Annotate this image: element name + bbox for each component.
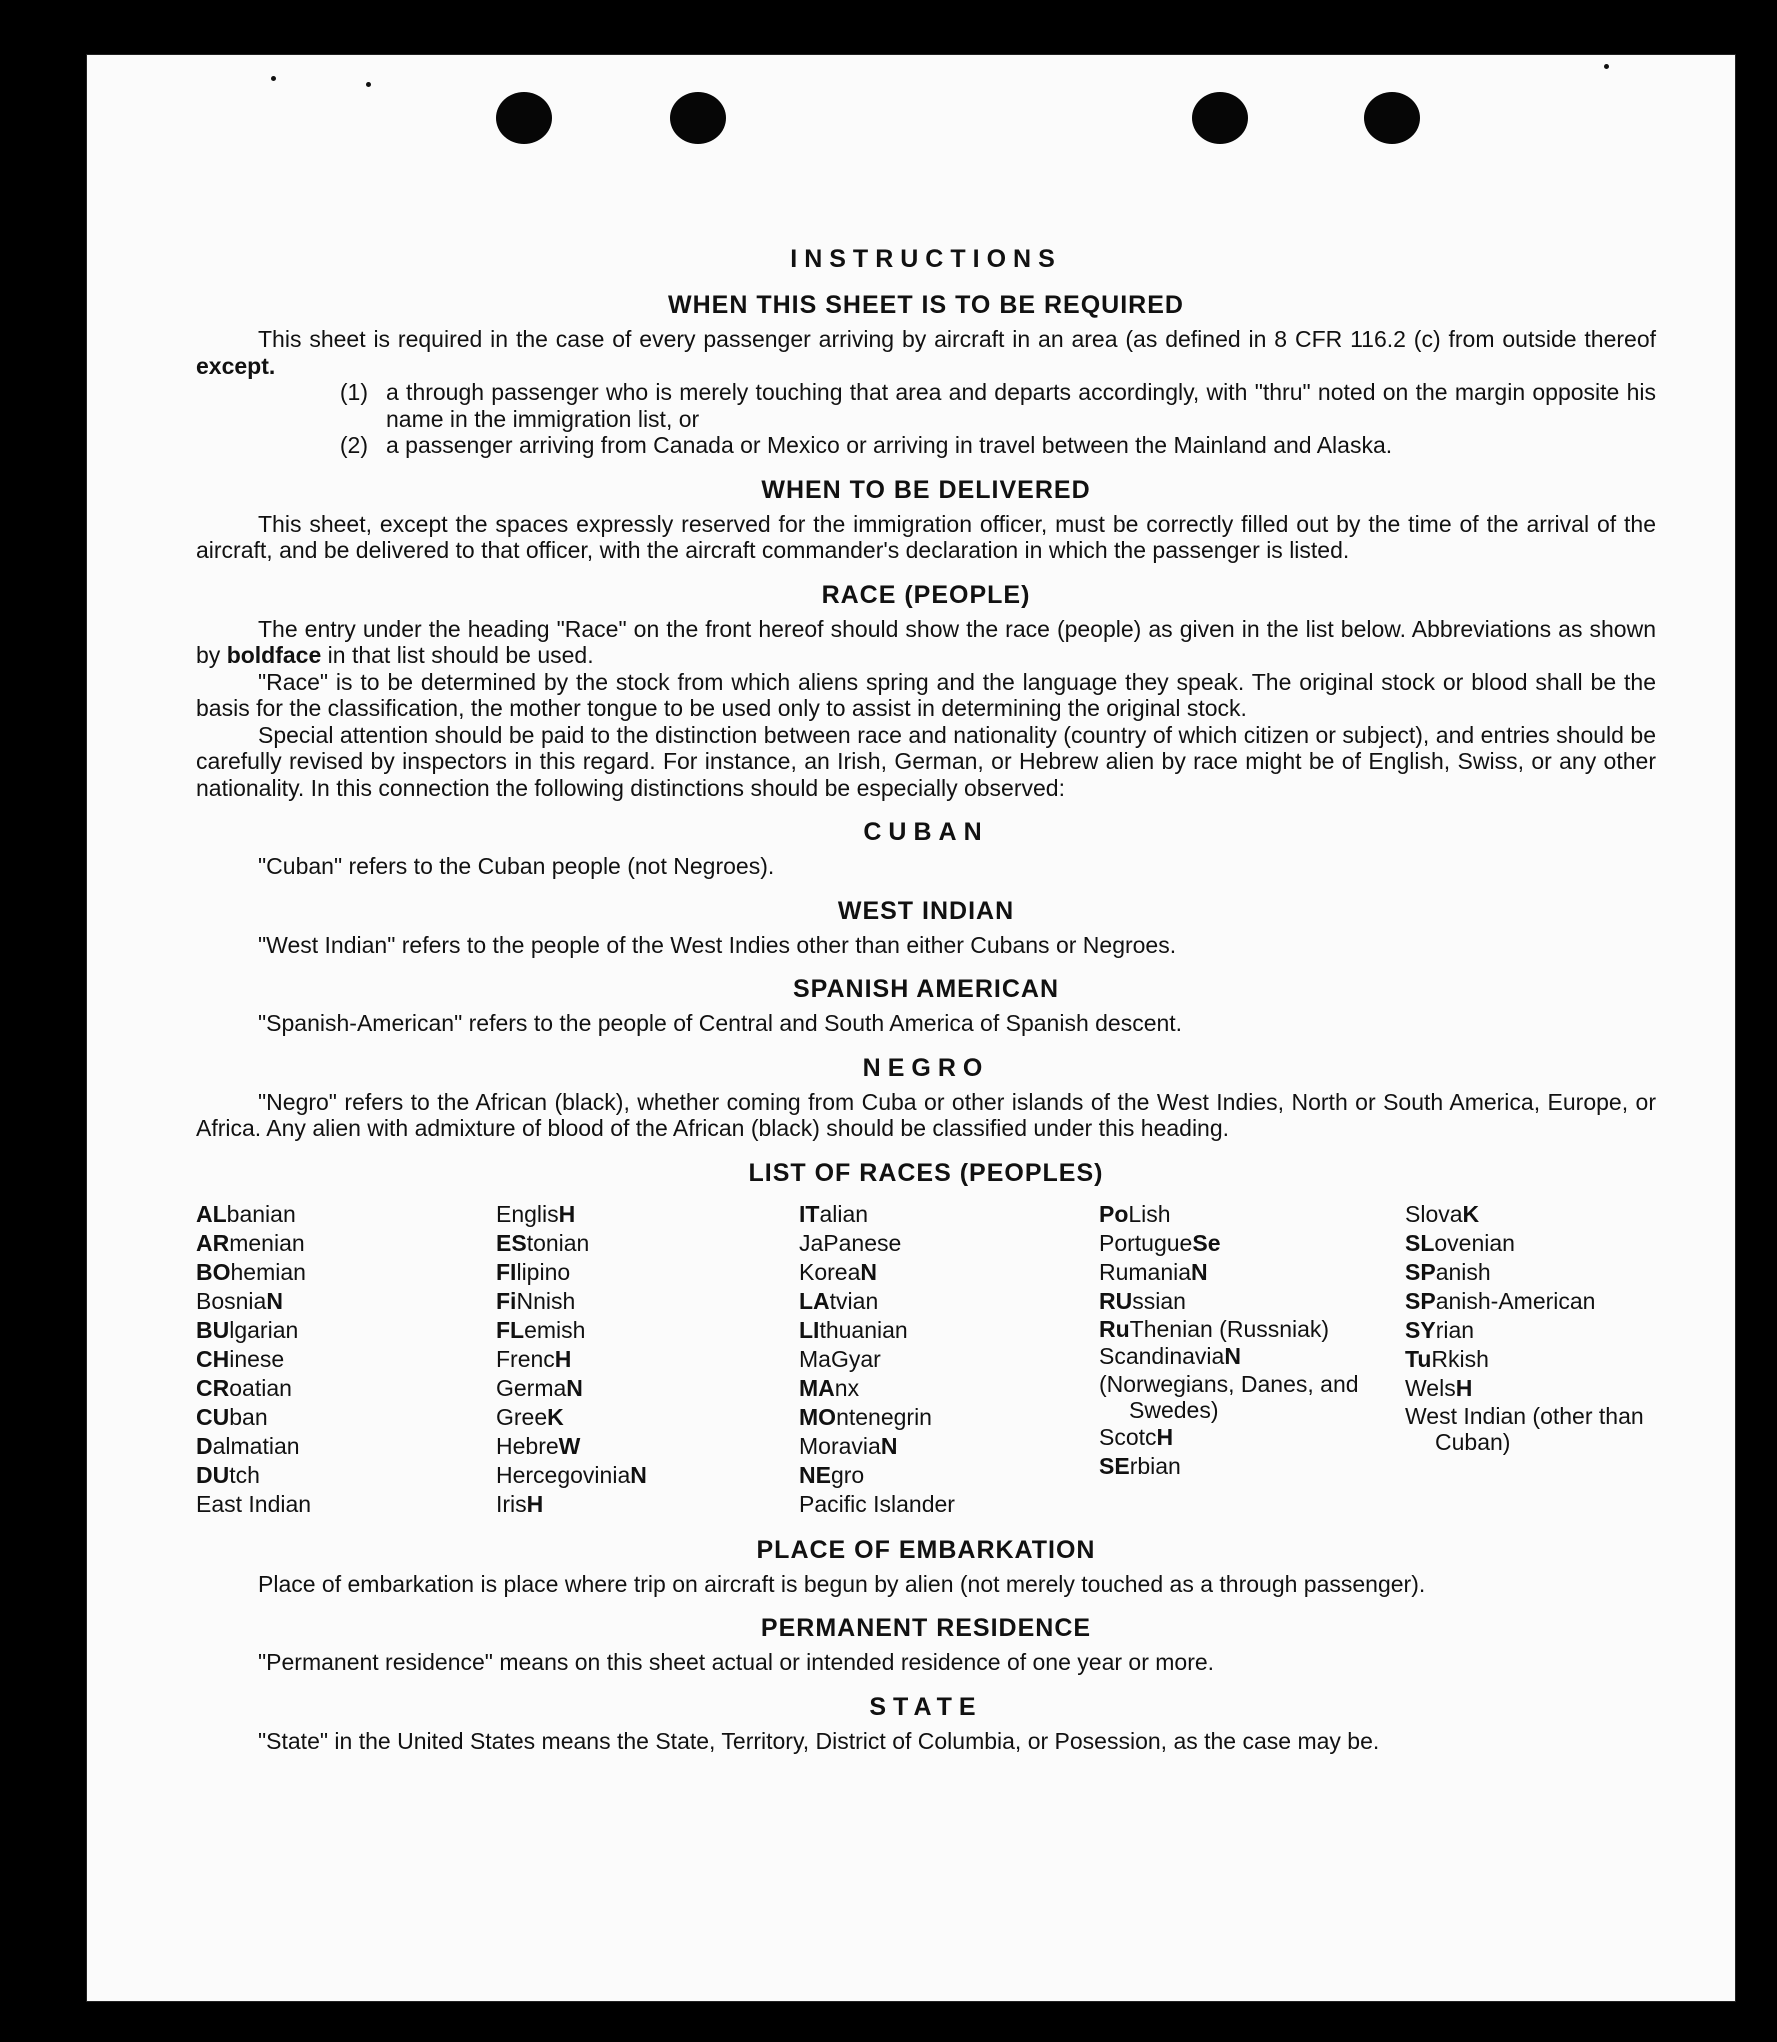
race-entry: [1099, 1200, 1405, 1229]
races-column: [496, 1200, 799, 1519]
race-entry: [496, 1374, 799, 1403]
race-entry: [1099, 1452, 1405, 1481]
race-name: menian: [229, 1229, 305, 1256]
race-name: Iris: [496, 1490, 527, 1517]
race-abbrev: DU: [196, 1461, 230, 1488]
race-abbrev: MA: [799, 1374, 835, 1401]
list-item: [196, 379, 1656, 432]
race-name: Englis: [496, 1200, 559, 1227]
race-entry: [799, 1200, 1099, 1229]
race-abbrev-tail: H: [1156, 1423, 1174, 1450]
race-name: almatian: [212, 1432, 300, 1459]
race-entry: [1405, 1258, 1665, 1287]
race-entry: [1405, 1345, 1665, 1374]
page-title: INSTRUCTIONS: [790, 245, 1062, 273]
section-heading-required: WHEN THIS SHEET IS TO BE REQUIRED: [668, 291, 1184, 319]
race-name: lgarian: [229, 1316, 299, 1343]
race-name: hemian: [230, 1258, 306, 1285]
race-p1-bold: boldface: [226, 642, 322, 668]
race-entry: [799, 1316, 1099, 1345]
races-column: [196, 1200, 496, 1519]
race-name: tvian: [829, 1287, 879, 1314]
race-entry: [196, 1258, 496, 1287]
race-paragraph-1: [196, 616, 1656, 669]
race-abbrev-tail: N: [1224, 1342, 1241, 1369]
race-entry: [196, 1345, 496, 1374]
race-name: nx: [834, 1374, 860, 1401]
race-abbrev: Fi: [496, 1287, 517, 1314]
race-name: tonian: [526, 1229, 590, 1256]
race-abbrev-tail: N: [566, 1374, 583, 1401]
punch-hole: [1364, 92, 1420, 144]
residence-text: "Permanent residence" means on this sheet actual or intended residence of one year or more.: [258, 1649, 1215, 1675]
race-entry: [196, 1200, 496, 1229]
race-name: Scandinavia: [1099, 1342, 1225, 1369]
race-name: gro: [830, 1461, 865, 1488]
race-entry: [196, 1490, 496, 1519]
race-entry: [1099, 1258, 1405, 1287]
list-item: [196, 432, 1656, 459]
required-intro-text: This sheet is required in the case of every passenger arriving by aircraft in an area (as defined in 8 CFR 116.2 (c) from outside thereof: [258, 326, 1656, 352]
race-abbrev: Tu: [1405, 1345, 1432, 1372]
race-name: Korea: [799, 1258, 861, 1285]
race-entry: [196, 1287, 496, 1316]
race-abbrev: CR: [196, 1374, 230, 1401]
race-abbrev-tail: Se: [1192, 1229, 1221, 1256]
race-name: ovenian: [1434, 1229, 1515, 1256]
race-name: Hercegovinia: [496, 1461, 631, 1488]
race-name: Bosnia: [196, 1287, 267, 1314]
race-abbrev: RU: [1099, 1287, 1133, 1314]
race-name: ssian: [1132, 1287, 1186, 1314]
race-name: Lish: [1128, 1200, 1171, 1227]
race-name: JaPanese: [799, 1229, 902, 1256]
race-abbrev: SY: [1405, 1316, 1436, 1343]
race-entry: [496, 1345, 799, 1374]
race-abbrev: IT: [799, 1200, 820, 1227]
race-abbrev-tail: N: [266, 1287, 283, 1314]
race-name: Rkish: [1431, 1345, 1489, 1372]
races-column: [1099, 1200, 1405, 1519]
race-abbrev-tail: K: [1462, 1200, 1480, 1227]
race-abbrev: Ru: [1099, 1315, 1130, 1342]
race-entry: [196, 1374, 496, 1403]
required-intro: [196, 326, 1656, 379]
race-abbrev: SE: [1099, 1452, 1130, 1479]
race-name: (Norwegians, Danes, and Swedes): [1099, 1370, 1359, 1423]
speck: [1604, 64, 1609, 69]
race-abbrev: FI: [496, 1258, 517, 1285]
race-name: rian: [1435, 1316, 1475, 1343]
race-entry: [799, 1461, 1099, 1490]
race-abbrev: D: [196, 1432, 213, 1459]
race-abbrev: SP: [1405, 1258, 1436, 1285]
race-name: anish-American: [1435, 1287, 1596, 1314]
section-heading-cuban: CUBAN: [863, 818, 989, 846]
race-entry: [496, 1200, 799, 1229]
race-entry: [196, 1316, 496, 1345]
race-entry: [496, 1490, 799, 1519]
race-name: Slova: [1405, 1200, 1463, 1227]
race-name: Scotc: [1099, 1423, 1157, 1450]
race-name: inese: [229, 1345, 285, 1372]
race-abbrev-tail: N: [860, 1258, 877, 1285]
race-name: alian: [819, 1200, 869, 1227]
race-abbrev-tail: N: [630, 1461, 647, 1488]
race-entry: [799, 1258, 1099, 1287]
race-entry: [1405, 1403, 1665, 1455]
race-abbrev: LA: [799, 1287, 830, 1314]
race-name: anish: [1435, 1258, 1491, 1285]
race-entry: [496, 1229, 799, 1258]
race-abbrev: ES: [496, 1229, 527, 1256]
section-heading-state: STATE: [869, 1692, 983, 1721]
race-abbrev-tail: K: [547, 1403, 564, 1430]
race-abbrev-tail: N: [1191, 1258, 1208, 1285]
race-entry: [1099, 1229, 1405, 1258]
item-number: (1): [339, 379, 368, 405]
race-entry: [799, 1287, 1099, 1316]
embarkation-text: Place of embarkation is place where trip on aircraft is begun by alien (not merely touched as a through passenger).: [258, 1570, 1426, 1597]
race-entry: [1405, 1316, 1665, 1345]
section-heading-race: RACE (PEOPLE): [821, 580, 1031, 609]
item-number: (2): [339, 432, 368, 458]
speck: [366, 82, 371, 87]
race-name: Rumania: [1099, 1258, 1192, 1285]
race-entry: [196, 1432, 496, 1461]
race-entry: [496, 1461, 799, 1490]
section-heading-spanish-american: SPANISH AMERICAN: [792, 975, 1059, 1003]
race-p1-a: The entry under the heading "Race" on the front hereof should show the race (people) as given in the list below. Abbreviations as shown by: [196, 615, 1656, 668]
race-entry: [1099, 1342, 1405, 1371]
race-abbrev-tail: H: [526, 1490, 544, 1517]
race-entry: [799, 1345, 1099, 1374]
race-name: ntenegrin: [836, 1403, 932, 1430]
punch-hole: [1192, 92, 1248, 144]
race-entry: [799, 1374, 1099, 1403]
race-entry: [496, 1403, 799, 1432]
race-name: Pacific Islander: [799, 1490, 955, 1517]
spanish-american-text: "Spanish-American" refers to the people of Central and South America of Spanish descent.: [258, 1010, 1183, 1036]
race-abbrev-tail: N: [880, 1432, 898, 1459]
document-sheet: [86, 54, 1736, 2002]
race-abbrev-tail: H: [1455, 1374, 1473, 1401]
race-abbrev-tail: H: [558, 1200, 576, 1227]
race-name: Thenian (Russniak): [1129, 1315, 1330, 1342]
race-paragraph-3: Special attention should be paid to the distinction between race and nationality (country of which citizen or subject), and entries should be carefully revised by inspectors in this regard. For instance, an Irish, German, or Hebrew alien by race might be of English, Swiss, or any other nationality. In this connection the following distinctions should be especially observed:: [196, 721, 1656, 801]
race-entry: [799, 1403, 1099, 1432]
race-entry: [1405, 1229, 1665, 1258]
race-abbrev: SL: [1405, 1229, 1435, 1256]
race-entry: [799, 1490, 1099, 1519]
race-name: emish: [524, 1316, 586, 1343]
race-name: Portugue: [1099, 1229, 1193, 1256]
race-abbrev: SP: [1405, 1287, 1436, 1314]
race-entry: [799, 1229, 1099, 1258]
race-abbrev: MO: [799, 1403, 837, 1430]
race-entry: [196, 1403, 496, 1432]
race-name: tch: [229, 1461, 260, 1488]
race-entry: [1099, 1371, 1405, 1423]
race-abbrev: LI: [799, 1316, 820, 1343]
race-abbrev: BU: [196, 1316, 230, 1343]
race-entry: [1099, 1287, 1405, 1316]
race-name: banian: [226, 1200, 296, 1227]
race-name: Germa: [496, 1374, 567, 1401]
race-entry: [196, 1229, 496, 1258]
race-name: thuanian: [819, 1316, 908, 1343]
race-abbrev-tail: H: [554, 1345, 572, 1372]
race-entry: [196, 1461, 496, 1490]
race-name: oatian: [229, 1374, 292, 1401]
race-name: Moravia: [799, 1432, 881, 1459]
negro-text: "Negro" refers to the African (black), whether coming from Cuba or other islands of the West Indies, North or South America, Europe, or Africa. Any alien with admixture of blood of the African (black) should be classified under this heading.: [196, 1088, 1656, 1141]
section-heading-embarkation: PLACE OF EMBARKATION: [756, 1535, 1096, 1564]
race-entry: [1099, 1316, 1405, 1342]
race-entry: [1405, 1374, 1665, 1403]
required-exceptions-list: [196, 379, 1656, 459]
race-name: West Indian (other than Cuban): [1405, 1402, 1644, 1455]
section-heading-negro: NEGRO: [862, 1053, 990, 1082]
race-name: lipino: [516, 1258, 571, 1285]
race-entry: [1099, 1423, 1405, 1452]
punch-hole: [496, 92, 552, 144]
race-abbrev: NE: [799, 1461, 831, 1488]
race-entry: [496, 1432, 799, 1461]
race-name: East Indian: [196, 1490, 312, 1517]
speck: [271, 76, 276, 81]
race-name: MaGyar: [799, 1345, 881, 1372]
races-list: [196, 1200, 1656, 1519]
race-name: ban: [229, 1403, 268, 1430]
race-abbrev: Po: [1099, 1200, 1129, 1227]
race-entry: [799, 1432, 1099, 1461]
race-name: Hebre: [496, 1432, 559, 1459]
punch-hole: [670, 92, 726, 144]
west-indian-text: "West Indian" refers to the people of the West Indies other than either Cubans or Negroes.: [258, 931, 1177, 958]
race-entry: [496, 1287, 799, 1316]
race-entry: [1405, 1287, 1665, 1316]
race-name: Nnish: [516, 1287, 576, 1314]
section-heading-list-of-races: LIST OF RACES (PEOPLES): [748, 1158, 1104, 1187]
section-heading-residence: PERMANENT RESIDENCE: [760, 1614, 1092, 1642]
race-name: Gree: [496, 1403, 548, 1430]
races-column: [1405, 1200, 1665, 1519]
race-abbrev: FL: [496, 1316, 525, 1343]
race-entry: [496, 1258, 799, 1287]
race-abbrev-tail: W: [558, 1432, 581, 1459]
race-entry: [1405, 1200, 1665, 1229]
race-entry: [496, 1316, 799, 1345]
race-p1-b: in that list should be used.: [327, 642, 594, 668]
race-abbrev: CH: [196, 1345, 230, 1372]
instructions-content: [196, 184, 1656, 1754]
section-heading-west-indian: WEST INDIAN: [837, 896, 1015, 925]
cuban-text: "Cuban" refers to the Cuban people (not Negroes).: [258, 853, 775, 879]
item-text: a passenger arriving from Canada or Mexico or arriving in travel between the Mainland and Alaska.: [386, 432, 1393, 458]
race-abbrev: CU: [196, 1403, 230, 1430]
race-paragraph-2: "Race" is to be determined by the stock from which aliens spring and the language they speak. The original stock or blood shall be the basis for the classification, the mother tongue to be used only to assist in determining the original stock.: [196, 668, 1656, 721]
delivered-text: This sheet, except the spaces expressly reserved for the immigration officer, must be correctly filled out by the time of the arrival of the aircraft, and be delivered to that officer, with the aircraft commander's declaration in which the passenger is listed.: [196, 510, 1656, 563]
item-text: a through passenger who is merely touching that area and departs accordingly, with "thru" noted on the margin opposite his name in the immigration list, or: [386, 379, 1656, 432]
race-abbrev: BO: [196, 1258, 231, 1285]
race-abbrev: AL: [196, 1200, 227, 1227]
race-name: rbian: [1129, 1452, 1181, 1479]
section-heading-delivered: WHEN TO BE DELIVERED: [761, 475, 1091, 504]
race-abbrev: AR: [196, 1229, 230, 1256]
race-name: Wels: [1405, 1374, 1456, 1401]
races-column: [799, 1200, 1099, 1519]
required-intro-bold: except.: [196, 352, 276, 379]
state-text: "State" in the United States means the State, Territory, District of Columbia, or Posession, as the case may be.: [258, 1727, 1380, 1754]
race-name: Frenc: [496, 1345, 555, 1372]
